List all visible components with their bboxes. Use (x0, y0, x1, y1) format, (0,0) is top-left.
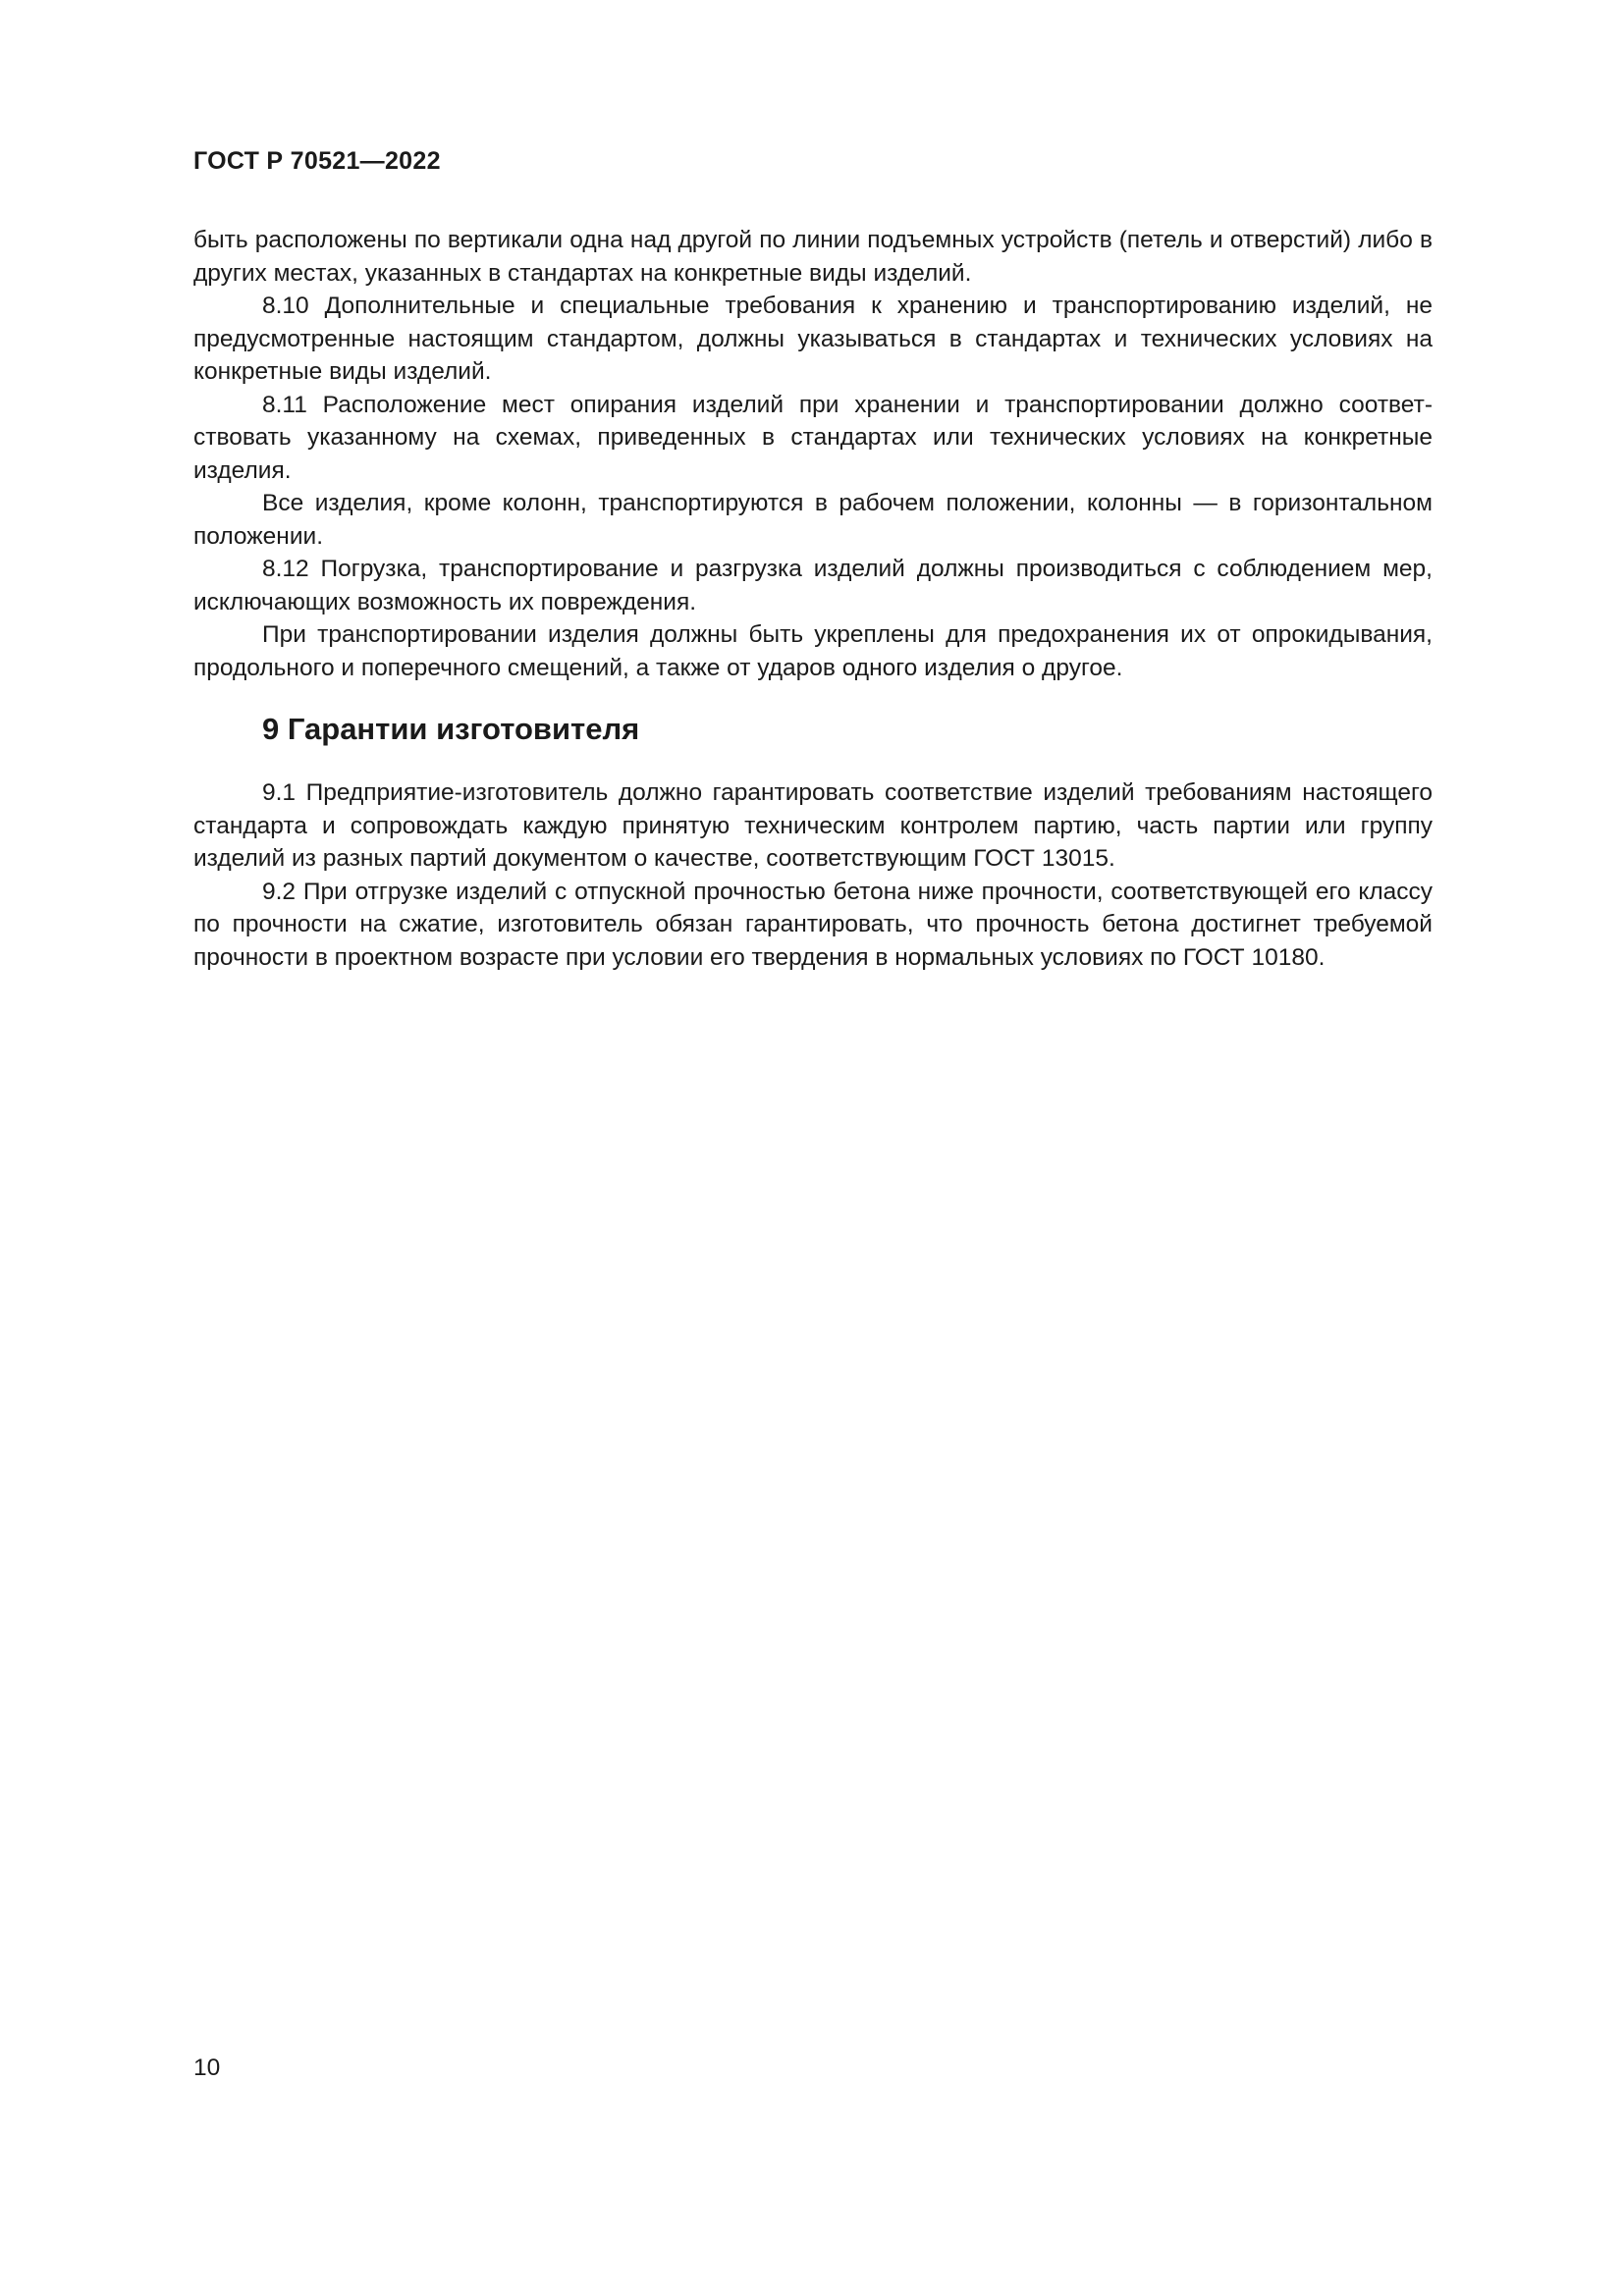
paragraph-8-11: 8.11 Расположение мест опирания изделий при хранении и транспортировании должно соответствовать указанному на схемах, приведенных в стандартах или технических условиях на конкретные изделия. (193, 391, 1433, 484)
page-number: 10 (193, 2055, 221, 2081)
paragraph-8-10: 8.10 Дополнительные и специальные требования к хранению и транспортированию изделий, не предусмотренные настоящим стандартом, должны указываться в стандартах и технических условиях на конкретные виды изделий. (193, 293, 1433, 385)
paragraph-9-2: 9.2 При отгрузке изделий с отпускной прочностью бетона ниже прочности, соответствующей его классу по прочности на сжатие, изготовитель обязан гарантировать, что прочность бетона достигнет требуемой прочности в проектном возрасте при условии его твердения в нормальных условиях по ГОСТ 10180. (193, 878, 1433, 971)
paragraph-8-12: 8.12 Погрузка, транспортирование и разгрузка изделий должны производиться с соблюдением мер, исключающих возможность их повреждения. (193, 556, 1433, 615)
page-content (193, 224, 1433, 974)
section-9-title: 9 Гарантии изготовителя (262, 712, 640, 746)
document-header: ГОСТ Р 70521—2022 (193, 147, 441, 175)
paragraph-9-1: 9.1 Предприятие-изготовитель должно гарантировать соответствие изделий требованиям настоящего стандарта и сопровождать каждую принятую техническим контролем партию, часть партии или группу изделий из разных партий документом о качестве, соответствующим ГОСТ 13015. (193, 779, 1433, 872)
paragraph-8-11-columns: Все изделия, кроме колонн, транспортируются в рабочем положении, колонны — в горизонтальном положении. (193, 490, 1433, 550)
paragraph-8-9-continuation: быть расположены по вертикали одна над другой по линии подъемных устройств (петель и отверстий) либо в других местах, указанных в стандартах на конкретные виды изделий. (193, 227, 1433, 287)
paragraph-8-12-transport: При транспортировании изделия должны быть укреплены для предохранения их от опрокидывания, продольного и поперечного смещений, а также от ударов одного изделия о другое. (193, 621, 1433, 681)
